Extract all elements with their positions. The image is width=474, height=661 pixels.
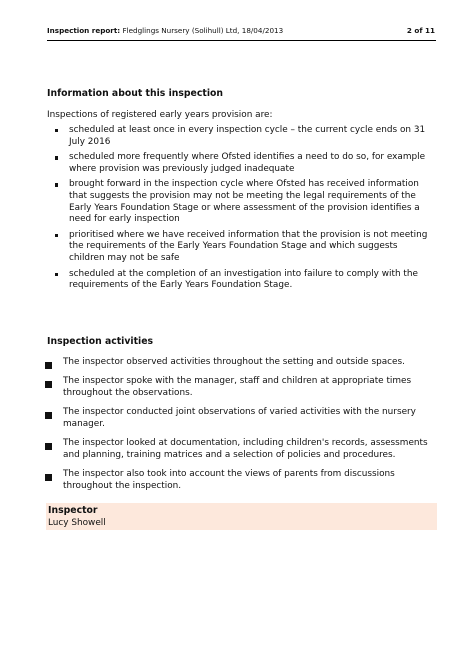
information-heading: Information about this inspection	[47, 88, 224, 99]
inspector-box	[46, 503, 437, 530]
list-item-text: prioritised where we have received information that the provision is not meeting the requirements of the Early Years Foundation Stage and which suggests children may not be safe	[69, 229, 428, 263]
square-bullet-icon	[45, 474, 52, 481]
inspector-title: Inspector	[48, 505, 98, 516]
list-item-text: The inspector observed activities throughout the setting and outside spaces.	[63, 357, 405, 367]
inspector-name: Lucy Showell	[48, 518, 106, 528]
list-item	[45, 438, 435, 461]
bullet-marker	[55, 234, 58, 237]
list-item	[45, 469, 435, 492]
list-item-text: scheduled at least once in every inspection cycle – the current cycle ends on 31 July 2016	[69, 125, 426, 147]
page-header	[47, 26, 436, 41]
report-details: Fledglings Nursery (Solihull) Ltd, 18/04/2013	[122, 26, 284, 35]
square-bullet-icon	[45, 443, 52, 450]
square-bullet-icon	[45, 381, 52, 388]
activities-list	[45, 357, 435, 500]
list-item-text: The inspector conducted joint observations of varied activities with the nursery manager.	[63, 407, 416, 429]
list-item-text: scheduled at the completion of an investigation into failure to comply with the requirements of the Early Years Foundation Stage.	[69, 268, 418, 291]
list-item	[45, 407, 435, 430]
list-item-text: The inspector also took into account the views of parents from discussions throughout the inspection.	[63, 468, 395, 491]
list-item	[50, 269, 430, 292]
list-item-text: The inspector looked at documentation, including children's records, assessments and planning, training matrices and a selection of policies and procedures.	[63, 438, 428, 460]
information-intro: Inspections of registered early years provision are:	[47, 110, 273, 120]
square-bullet-icon	[45, 412, 52, 419]
bullet-marker	[55, 183, 58, 186]
list-item	[45, 376, 435, 399]
list-item-text: The inspector spoke with the manager, staff and children at appropriate times throughout the observations.	[63, 376, 412, 398]
page-number: 2 of 11	[406, 26, 435, 35]
bullet-marker	[55, 129, 58, 132]
list-item	[50, 230, 430, 265]
list-item-text: scheduled more frequently where Ofsted identifies a need to do so, for example where provision was previously judged inadequate	[69, 152, 426, 174]
information-bullet-list	[50, 125, 430, 296]
report-label: Inspection report:	[47, 26, 121, 35]
list-item	[50, 152, 430, 175]
list-item	[50, 125, 430, 148]
list-item	[45, 357, 435, 369]
list-item-text: brought forward in the inspection cycle where Ofsted has received information that suggests the provision may not be meeting the legal requirements of the Early Years Foundation Stage or where assessment of the provision identifies a need for early inspection	[69, 179, 420, 225]
activities-heading: Inspection activities	[47, 336, 154, 347]
bullet-marker	[55, 273, 58, 276]
square-bullet-icon	[45, 362, 52, 369]
list-item	[50, 179, 430, 225]
bullet-marker	[55, 156, 58, 159]
